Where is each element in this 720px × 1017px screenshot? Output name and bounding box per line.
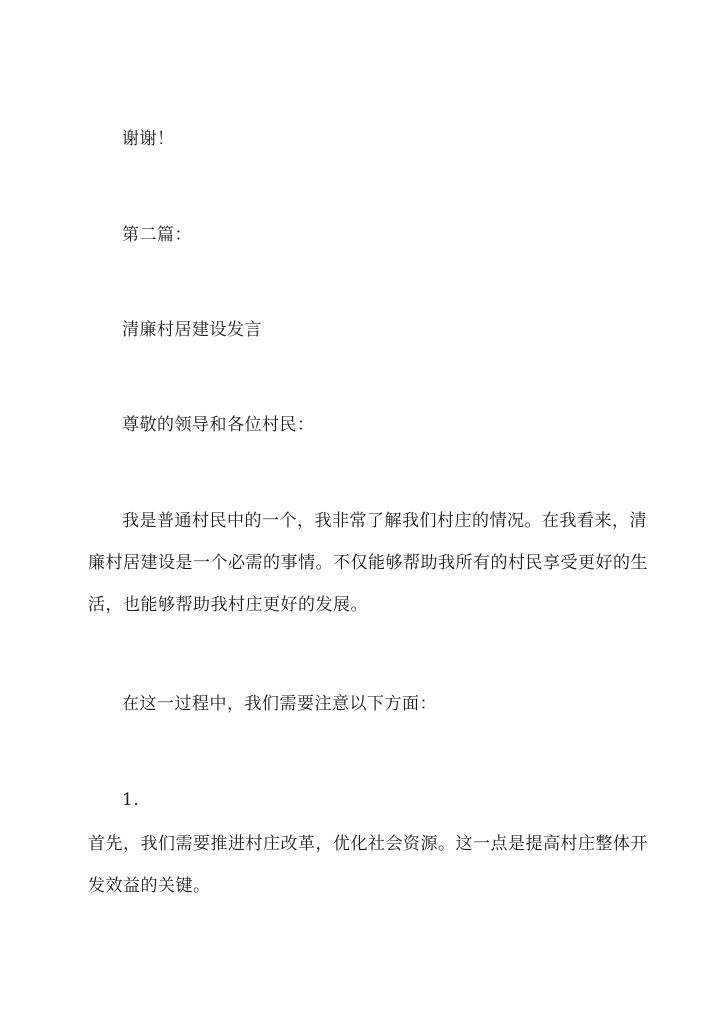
closing-thanks — [88, 118, 633, 160]
text-line: 首先，我们需要推进村庄改革，优化社会资源。这一点是提高村庄整体开 — [88, 834, 648, 854]
text-line: 第二篇： — [122, 225, 192, 245]
text-line: 我是普通村民中的一个，我非常了解我们村庄的情况。在我看来，清 — [122, 511, 647, 531]
text-line: 发效益的关键。 — [88, 876, 211, 896]
text-line: 尊敬的领导和各位村民： — [122, 415, 315, 435]
list-item-1 — [88, 823, 648, 907]
speech-title — [88, 309, 633, 351]
section-heading — [88, 214, 633, 256]
text-line: 清廉村居建设发言 — [122, 320, 262, 340]
body-paragraph-intro — [88, 500, 648, 626]
text-line: 1. — [122, 790, 140, 810]
text-line: 在这一过程中，我们需要注意以下方面： — [122, 694, 437, 714]
text-line: 廉村居建设是一个必需的事情。不仅能够帮助我所有的村民享受更好的生 — [88, 553, 648, 573]
list-number — [88, 779, 633, 821]
text-line: 谢谢！ — [122, 129, 175, 149]
salutation — [88, 404, 633, 446]
text-line: 活，也能够帮助我村庄更好的发展。 — [88, 595, 368, 615]
body-paragraph-aspects — [88, 683, 633, 725]
